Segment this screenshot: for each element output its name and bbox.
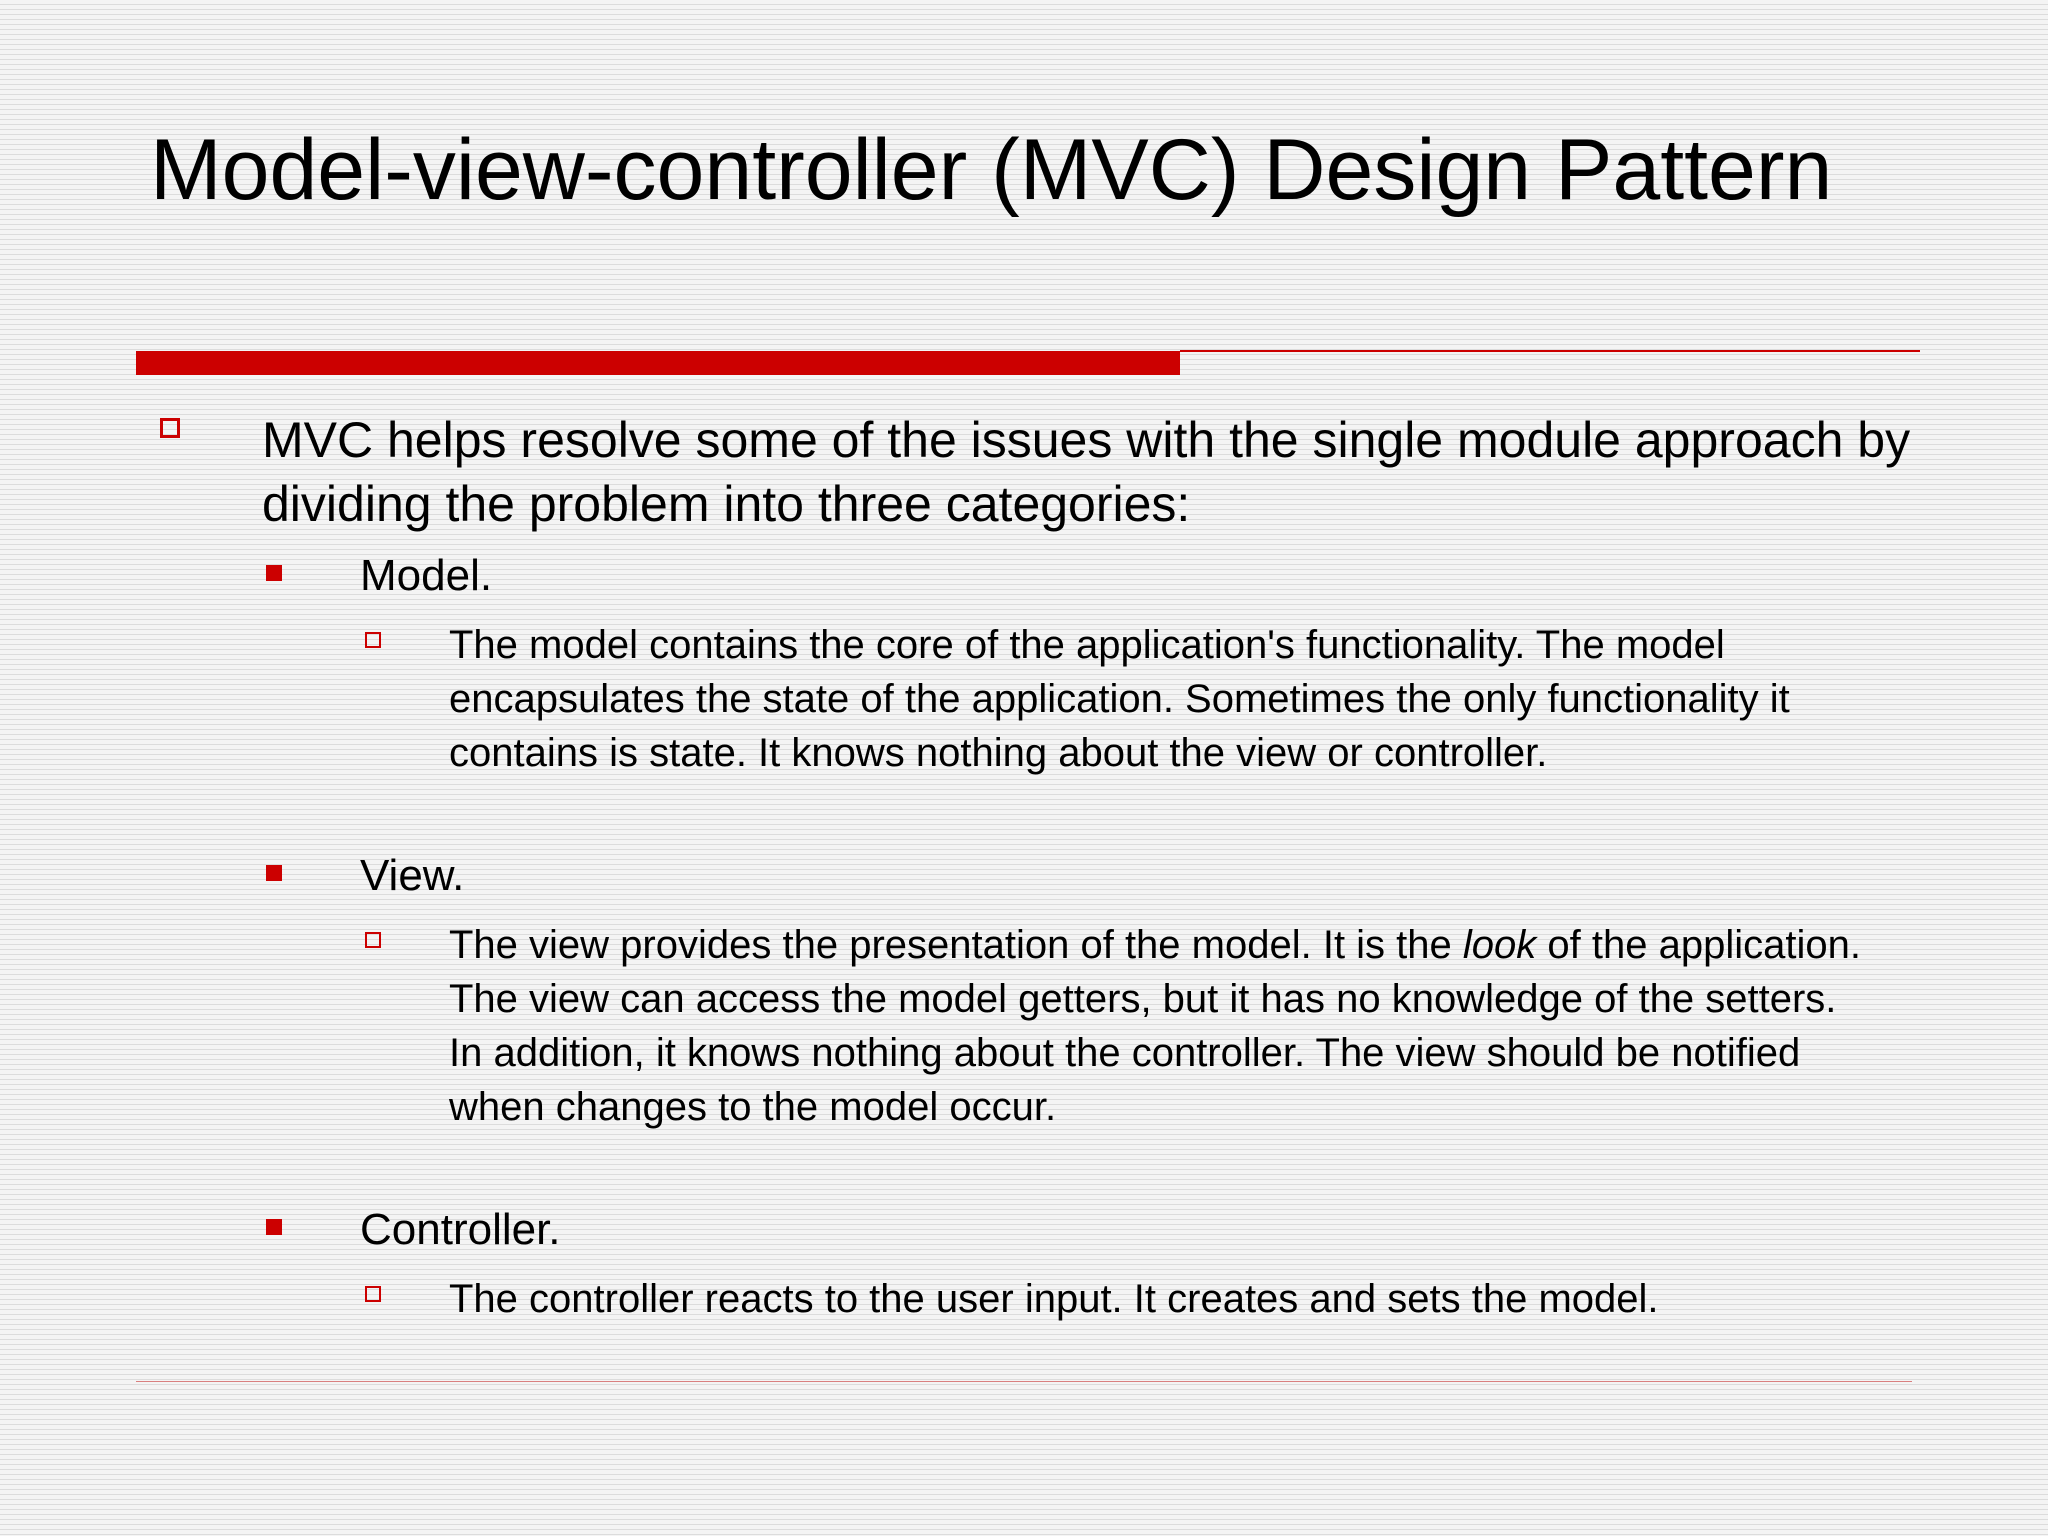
category-view-label: View. bbox=[360, 851, 465, 900]
intro-text: MVC helps resolve some of the issues with the single module approach by dividing the problem into three categories: bbox=[262, 412, 1911, 532]
category-view-description bbox=[449, 918, 1869, 1134]
footer-rule bbox=[136, 1381, 1912, 1382]
hollow-square-bullet-icon bbox=[160, 418, 180, 438]
category-controller-label: Controller. bbox=[360, 1205, 561, 1254]
hollow-square-bullet-icon bbox=[365, 932, 381, 948]
hollow-square-bullet-icon bbox=[365, 632, 381, 648]
view-description-start: The view provides the presentation of the model. It is the bbox=[449, 923, 1463, 967]
solid-square-bullet-icon bbox=[266, 865, 282, 881]
category-model-label: Model. bbox=[360, 551, 493, 600]
solid-square-bullet-icon bbox=[266, 565, 282, 581]
view-description-emphasis: look bbox=[1462, 923, 1537, 967]
category-controller-description: The controller reacts to the user input. It creates and sets the model. bbox=[449, 1277, 1659, 1321]
category-model-description: The model contains the core of the application's functionality. The model encapsulates the state of the application. Sometimes the only functionality it contains is state. It knows nothing about the view or controller. bbox=[449, 623, 1790, 775]
title-underline-thick bbox=[136, 351, 1180, 375]
view-description-end: of the application. The view can access the model getters, but it has no knowledge of the setters. In addition, it knows nothing about the controller. The view should be notified when changes to the model occur. bbox=[449, 923, 1861, 1129]
title-underline-thin bbox=[1180, 350, 1920, 352]
solid-square-bullet-icon bbox=[266, 1219, 282, 1235]
hollow-square-bullet-icon bbox=[365, 1286, 381, 1302]
slide-title: Model-view-controller (MVC) Design Pattern bbox=[150, 122, 1833, 218]
